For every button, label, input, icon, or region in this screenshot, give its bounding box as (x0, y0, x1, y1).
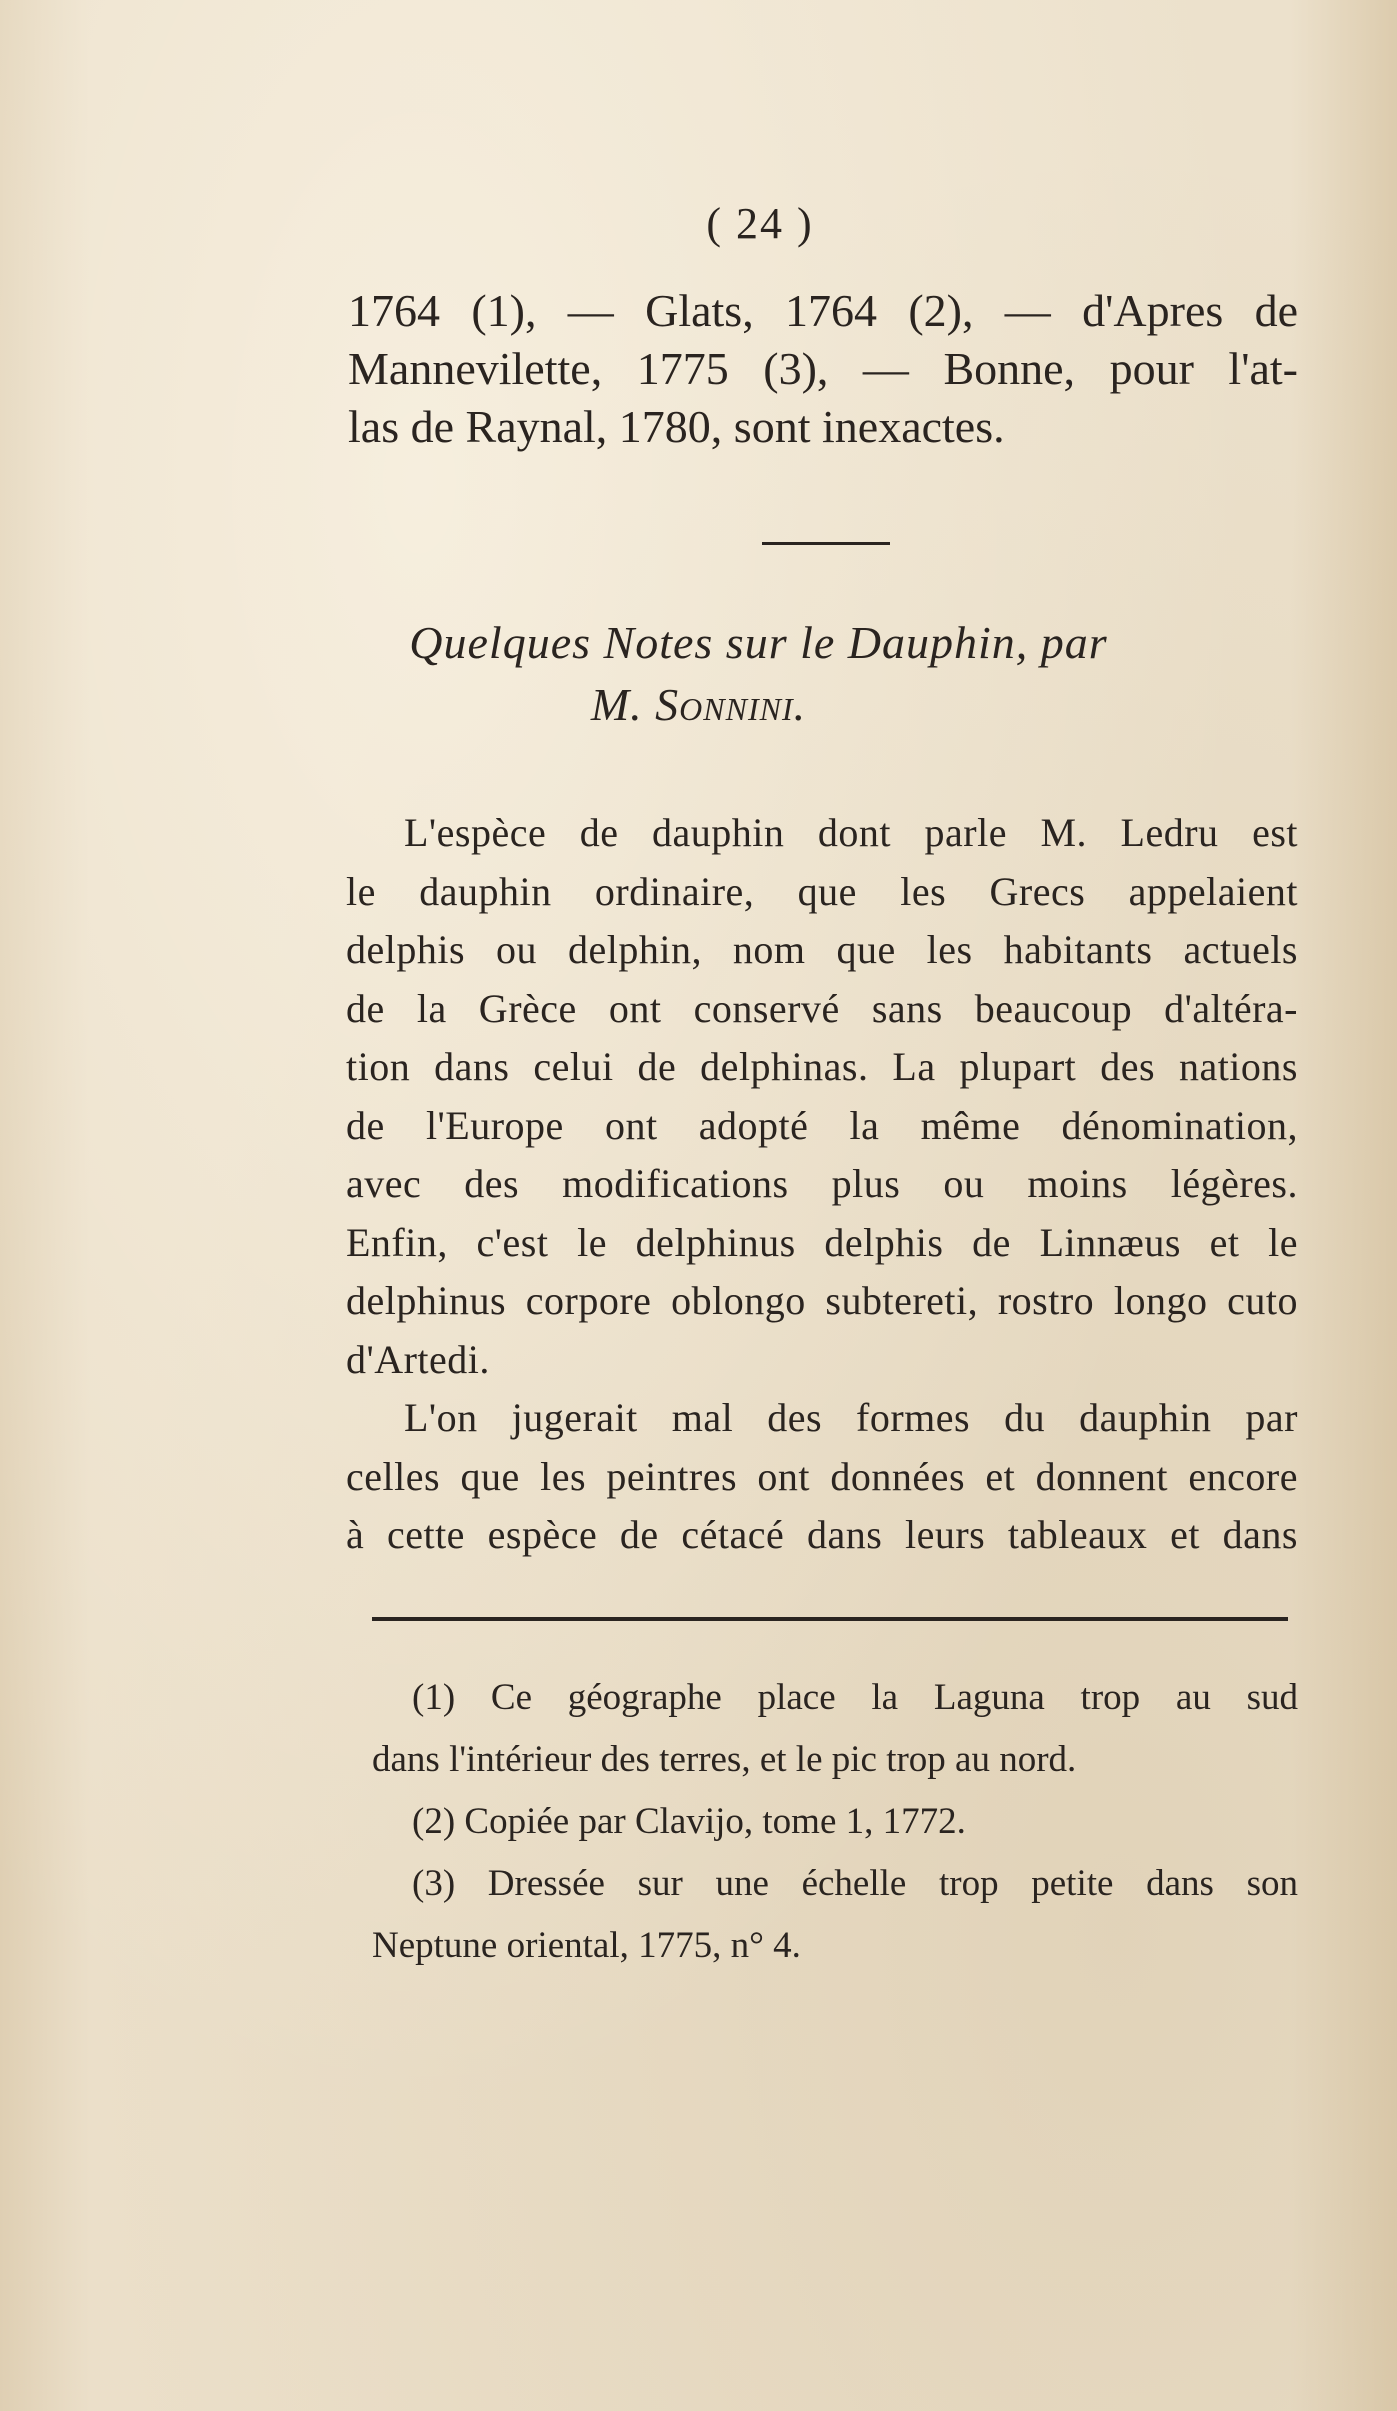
paragraph-line: de l'Europe ont adopté la même dénomination, (346, 1102, 1298, 1148)
paragraph-line: le dauphin ordinaire, que les Grecs appelaient (346, 868, 1298, 914)
footnote-line: (1) Ce géographe place la Laguna trop au sud (412, 1677, 1298, 1718)
footnote-line: Neptune oriental, 1775, n° 4. (372, 1925, 801, 1966)
continuation-text (348, 282, 1298, 456)
paragraph-line: L'on jugerait mal des formes du dauphin par (404, 1395, 1298, 1440)
footnote-line: dans l'intérieur des terres, et le pic trop au nord. (372, 1739, 1077, 1780)
paragraph-1 (346, 804, 1298, 1389)
paragraph-line: L'espèce de dauphin dont parle M. Ledru est (404, 810, 1298, 855)
footnote-line: (3) Dressée sur une échelle trop petite dans son (412, 1863, 1298, 1904)
paragraph-line: delphis ou delphin, nom que les habitants actuels (346, 927, 1298, 972)
footnote-divider (372, 1617, 1288, 1621)
paragraph-line: Enfin, c'est le delphinus delphis de Linnæus et le (346, 1219, 1298, 1265)
paragraph-2 (346, 1389, 1298, 1565)
continuation-line: las de Raynal, 1780, sont inexactes. (348, 401, 1005, 452)
section-heading-author: M. Sonnini. (590, 679, 807, 730)
paragraph-line: avec des modifications plus ou moins légères. (346, 1161, 1298, 1206)
paragraph-line: delphinus corpore oblongo subtereti, rostro longo cuto (346, 1278, 1298, 1323)
footnote-line: (2) Copiée par Clavijo, tome 1, 1772. (412, 1801, 966, 1842)
paragraph-line: d'Artedi. (346, 1336, 490, 1382)
paragraph-line: de la Grèce ont conservé sans beaucoup d'altéra- (346, 985, 1298, 1031)
section-heading-line-1: Quelques Notes sur le Dauphin, par (409, 617, 1108, 668)
footnotes (372, 1667, 1298, 1977)
section-divider (762, 542, 890, 545)
continuation-line: Mannevilette, 1775 (3), — Bonne, pour l'at- (348, 343, 1298, 394)
continuation-line: 1764 (1), — Glats, 1764 (2), — d'Apres de (348, 285, 1298, 336)
paragraph-line: à cette espèce de cétacé dans leurs tableaux et dans (346, 1512, 1298, 1557)
page-number: ( 24 ) (706, 199, 814, 248)
paragraph-line: celles que les peintres ont données et donnent encore (346, 1453, 1298, 1499)
paragraph-line: tion dans celui de delphinas. La plupart des nations (346, 1044, 1298, 1089)
